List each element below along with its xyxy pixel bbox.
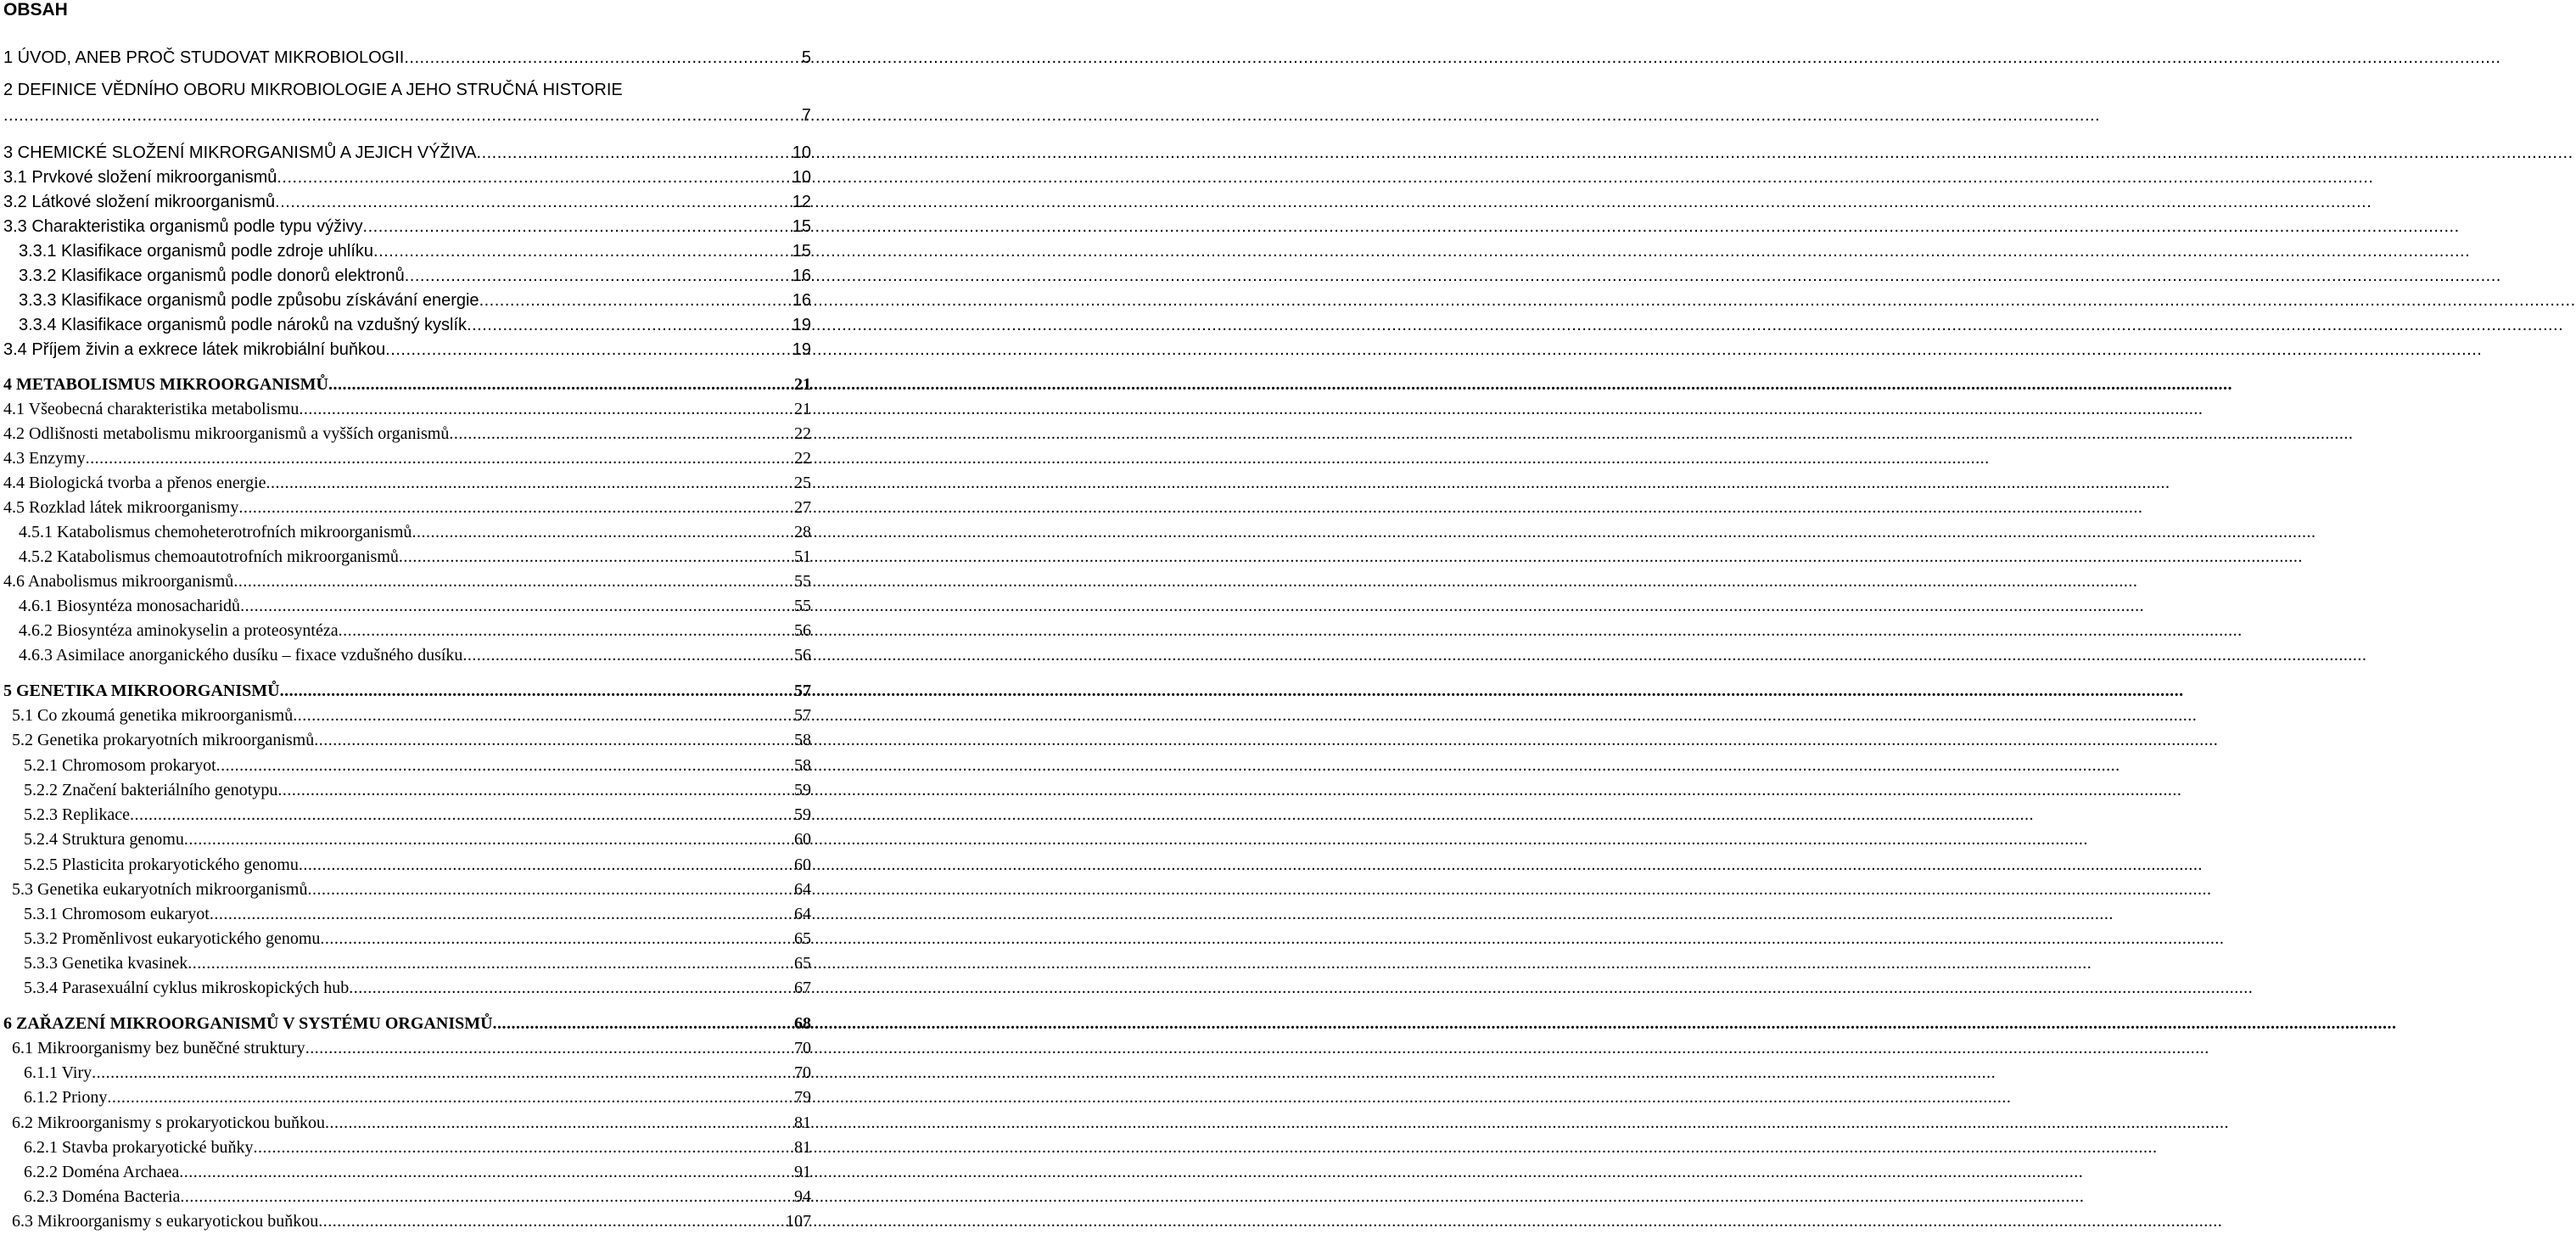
toc-entry-label: 5.2.3 Replikace	[24, 805, 130, 824]
toc-entry-label: 6 ZAŘAZENÍ MIKROORGANISMŮ V SYSTÉMU ORGANISMŮ	[3, 1014, 493, 1033]
toc-entry-page: 91	[794, 1163, 811, 1181]
toc-entry-label: 4.1 Všeobecná charakteristika metabolismu	[3, 400, 300, 418]
dot-leader	[299, 397, 793, 422]
toc-entry-page: 56	[794, 646, 811, 665]
dot-leader	[320, 927, 793, 951]
toc-entry-page: 64	[794, 905, 811, 923]
toc-entry-subsection[interactable]	[24, 853, 811, 878]
toc-entry-subsection[interactable]	[19, 619, 811, 643]
toc-entry-label: 4.5.2 Katabolismus chemoautotrofních mikroorganismů	[19, 547, 399, 566]
toc-entry-label: 5 GENETIKA MIKROORGANISMŮ	[3, 682, 280, 700]
dot-leader	[399, 545, 793, 569]
toc-entry-section[interactable]	[3, 446, 811, 471]
toc-entry-subsection[interactable]	[19, 643, 811, 668]
toc-title: OBSAH	[3, 0, 68, 20]
dot-leader	[280, 679, 793, 704]
toc-entry-subsection[interactable]	[24, 951, 811, 976]
toc-entry-label: 4.5 Rozklad látek mikroorganismy	[3, 498, 239, 517]
toc-entry-page: 7	[801, 106, 811, 125]
dot-leader	[3, 104, 801, 128]
dot-leader	[493, 1012, 793, 1036]
toc-entry-section[interactable]	[3, 471, 811, 496]
toc-entry-chapter-3[interactable]	[3, 141, 811, 165]
dot-leader	[449, 422, 793, 446]
toc-entry-label: 3.3 Charakteristika organismů podle typu výživy	[3, 217, 363, 236]
toc-entry-page: 21	[794, 375, 811, 394]
toc-entry-page: 5	[801, 48, 811, 67]
toc-entry-label: 4.6.2 Biosyntéza aminokyselin a proteosyntéza	[19, 621, 339, 640]
toc-entry-page: 12	[792, 193, 811, 211]
toc-entry-section[interactable]	[3, 338, 811, 362]
toc-entry-label: 5.3.2 Proměnlivost eukaryotického genomu	[24, 929, 321, 948]
toc-entry-label: 4.5.1 Katabolismus chemoheterotrofních mikroorganismů	[19, 523, 412, 541]
toc-entry-page: 10	[792, 168, 811, 187]
dot-leader	[405, 264, 792, 289]
toc-entry-section[interactable]	[3, 569, 811, 594]
dot-leader	[216, 754, 793, 778]
dot-leader	[363, 215, 792, 239]
toc-entry-subsection[interactable]	[19, 289, 811, 313]
dot-leader	[299, 853, 793, 878]
toc-entry-label: 6.1 Mikroorganismy bez buněčné struktury	[12, 1039, 305, 1057]
dot-leader	[339, 619, 793, 643]
dot-leader	[373, 239, 792, 264]
toc-entry-label: 3.4 Příjem živin a exkrece látek mikrobiální buňkou	[3, 340, 386, 359]
toc-entry-page: 57	[794, 682, 811, 700]
toc-entry-chapter-5[interactable]	[3, 679, 811, 704]
toc-entry-label: 5.3 Genetika eukaryotních mikroorganismů	[12, 880, 308, 899]
dot-leader	[412, 520, 793, 545]
toc-entry-page: 79	[794, 1088, 811, 1107]
toc-entry-label: 6.2.2 Doména Archaea	[24, 1163, 180, 1181]
toc-entry-page: 58	[794, 731, 811, 749]
dot-leader	[328, 373, 793, 397]
dot-leader	[188, 951, 793, 976]
toc-entry-label: 6.1.2 Priony	[24, 1088, 108, 1107]
dot-leader	[238, 496, 793, 520]
toc-entry-subsection[interactable]	[24, 976, 811, 1001]
toc-entry-page: 27	[794, 498, 811, 517]
toc-entry-subsection[interactable]	[24, 778, 811, 803]
toc-entry-page: 22	[794, 424, 811, 443]
toc-entry-subsection[interactable]	[24, 927, 811, 951]
toc-entry-page: 16	[792, 266, 811, 285]
toc-entry-subsection[interactable]	[19, 239, 811, 264]
dot-leader	[179, 1160, 793, 1185]
dot-leader	[477, 141, 792, 165]
toc-entry-section[interactable]	[12, 728, 811, 753]
dot-leader	[275, 190, 792, 215]
toc-entry-label: 5.2.5 Plasticita prokaryotického genomu	[24, 855, 299, 874]
toc-entry-subsection[interactable]	[19, 520, 811, 545]
toc-entry-subsection[interactable]	[19, 594, 811, 619]
toc-entry-page: 19	[792, 340, 811, 359]
toc-entry-label: 6.2 Mikroorganismy s prokaryotickou buňkou	[12, 1113, 326, 1132]
toc-entry-page: 15	[792, 242, 811, 261]
toc-entry-chapter-6[interactable]	[3, 1012, 811, 1036]
toc-entry-subsection[interactable]	[24, 1160, 811, 1185]
dot-leader	[305, 1036, 793, 1061]
toc-entry-label: 4.6 Anabolismus mikroorganismů	[3, 572, 234, 591]
toc-entry-page: 65	[794, 954, 811, 973]
toc-entry-page: 94	[794, 1187, 811, 1206]
toc-entry-label: 5.2.1 Chromosom prokaryot	[24, 756, 216, 775]
toc-entry-section[interactable]	[12, 1036, 811, 1061]
toc-entry-label: 5.2.4 Struktura genomu	[24, 830, 184, 849]
toc-entry-subsection[interactable]	[24, 1061, 811, 1085]
toc-entry-label: 4.4 Biologická tvorba a přenos energie	[3, 474, 266, 492]
toc-entry-label: 4.6.3 Asimilace anorganického dusíku – fixace vzdušného dusíku	[19, 646, 463, 665]
toc-entry-subsection[interactable]	[24, 1136, 811, 1160]
toc-entry-page: 16	[792, 291, 811, 310]
toc-entry-subsection[interactable]	[24, 754, 811, 778]
toc-entry-label: 5.3.4 Parasexuální cyklus mikroskopických hub	[24, 979, 350, 997]
toc-entry-subsection[interactable]	[24, 1185, 811, 1209]
toc-entry-subsection[interactable]	[24, 803, 811, 827]
toc-entry-section[interactable]	[3, 397, 811, 422]
toc-entry-page: 68	[794, 1014, 811, 1033]
toc-entry-page: 51	[794, 547, 811, 566]
toc-entry-label: 4.6.1 Biosyntéza monosacharidů	[19, 597, 241, 615]
toc-entry-label: 3 CHEMICKÉ SLOŽENÍ MIKRORGANISMŮ A JEJICH VÝŽIVA	[3, 143, 477, 162]
toc-entry-page: 59	[794, 805, 811, 824]
toc-entry-page: 15	[792, 217, 811, 236]
toc-entry-page: 28	[794, 523, 811, 541]
toc-entry-label: 3.3.2 Klasifikace organismů podle donorů elektronů	[19, 266, 405, 285]
dot-leader	[318, 1209, 785, 1234]
dot-leader	[254, 1136, 794, 1160]
toc-entry-label: 3.2 Látkové složení mikroorganismů	[3, 193, 276, 211]
toc-entry-label: 3.3.1 Klasifikace organismů podle zdroje uhlíku	[19, 242, 374, 261]
toc-entry-label: 6.1.1 Viry	[24, 1063, 92, 1082]
toc-entry-page: 64	[794, 880, 811, 899]
toc-entry-label: 5.3.3 Genetika kvasinek	[24, 954, 188, 973]
toc-entry-page: 58	[794, 756, 811, 775]
toc-entry-page: 60	[794, 855, 811, 874]
dot-leader	[130, 803, 793, 827]
dot-leader	[277, 778, 793, 803]
toc-entry-page: 22	[794, 449, 811, 468]
toc-entry-label: 6.3 Mikroorganismy s eukaryotickou buňkou	[12, 1212, 319, 1231]
dot-leader	[184, 827, 793, 852]
toc-entry-label: 6.2.1 Stavba prokaryotické buňky	[24, 1138, 254, 1157]
toc-entry-label: 5.2.2 Značení bakteriálního genotypu	[24, 781, 278, 799]
toc-entry-chapter-4[interactable]	[3, 373, 811, 397]
toc-entry-section[interactable]	[3, 190, 811, 215]
toc-entry-page: 59	[794, 781, 811, 799]
toc-entry-label: 5.3.1 Chromosom eukaryot	[24, 905, 210, 923]
toc-entry-page: 55	[794, 572, 811, 591]
toc-entry-page: 81	[794, 1113, 811, 1132]
toc-entry-subsection[interactable]	[24, 827, 811, 852]
toc-entry-page: 10	[792, 143, 811, 162]
toc-entry-page: 107	[786, 1212, 811, 1231]
toc-entry-subsection[interactable]	[24, 1085, 811, 1110]
toc-entry-label: 4.2 Odlišnosti metabolismu mikroorganismů a vyšších organismů	[3, 424, 450, 443]
dot-leader	[325, 1111, 793, 1136]
dot-leader	[314, 728, 793, 753]
dot-leader	[307, 878, 793, 902]
toc-entry-subsection[interactable]	[19, 545, 811, 569]
toc-entry-page: 56	[794, 621, 811, 640]
toc-entry-page: 70	[794, 1063, 811, 1082]
dot-leader	[404, 46, 801, 70]
toc-entry-label: 5.1 Co zkoumá genetika mikroorganismů	[12, 706, 294, 725]
dot-leader	[180, 1185, 793, 1209]
toc-entry-label: 2 DEFINICE VĚDNÍHO OBORU MIKROBIOLOGIE A JEHO STRUČNÁ HISTORIE	[3, 81, 623, 99]
toc-entry-page: 57	[794, 706, 811, 725]
toc-entry-label: 3.3.3 Klasifikace organismů podle způsobu získávání energie	[19, 291, 479, 310]
dot-leader	[240, 594, 793, 619]
toc-entry-page: 67	[794, 979, 811, 997]
toc-entry-section[interactable]	[12, 1209, 811, 1234]
dot-leader	[233, 569, 793, 594]
toc-entry-label: 5.2 Genetika prokaryotních mikroorganismů	[12, 731, 315, 749]
toc-entry-page: 55	[794, 597, 811, 615]
toc-entry-label: 3.1 Prvkové složení mikroorganismů	[3, 168, 277, 187]
toc-entry-page: 60	[794, 830, 811, 849]
toc-entry-page: 21	[794, 400, 811, 418]
toc-entry-page: 25	[794, 474, 811, 492]
toc-entry-section[interactable]	[12, 878, 811, 902]
toc-entry-subsection[interactable]	[24, 902, 811, 927]
toc-entry-page: 81	[794, 1138, 811, 1157]
toc-entry-section[interactable]	[3, 165, 811, 190]
toc-entry-chapter-2-heading[interactable]	[3, 77, 811, 103]
toc-entry-section[interactable]	[3, 496, 811, 520]
dot-leader	[92, 1061, 793, 1085]
toc-entry-chapter-1[interactable]	[3, 46, 811, 70]
toc-entry-chapter-2[interactable]	[3, 104, 811, 128]
toc-entry-subsection[interactable]	[19, 264, 811, 289]
toc-entry-section[interactable]	[3, 215, 811, 239]
dot-leader	[462, 643, 793, 668]
toc-entry-label: 4 METABOLISMUS MIKROORGANISMŮ	[3, 375, 328, 394]
dot-leader	[86, 446, 793, 471]
dot-leader	[349, 976, 793, 1001]
toc-entry-page: 70	[794, 1039, 811, 1057]
dot-leader	[467, 313, 792, 338]
dot-leader	[479, 289, 792, 313]
toc-entry-section[interactable]	[12, 1111, 811, 1136]
toc-entry-section[interactable]	[12, 704, 811, 728]
dot-leader	[107, 1085, 793, 1110]
dot-leader	[210, 902, 793, 927]
toc-entry-page: 65	[794, 929, 811, 948]
dot-leader	[385, 338, 792, 362]
toc-entry-page: 19	[792, 316, 811, 334]
dot-leader	[277, 165, 791, 190]
toc-entry-section[interactable]	[3, 422, 811, 446]
toc-entry-label: 4.3 Enzymy	[3, 449, 86, 468]
toc-entry-subsection[interactable]	[19, 313, 811, 338]
toc-entry-label: 1 ÚVOD, ANEB PROČ STUDOVAT MIKROBIOLOGII	[3, 48, 405, 67]
toc-entry-label: 3.3.4 Klasifikace organismů podle nároků na vzdušný kyslík	[19, 316, 468, 334]
toc-entry-label: 6.2.3 Doména Bacteria	[24, 1187, 181, 1206]
dot-leader	[266, 471, 793, 496]
dot-leader	[293, 704, 793, 728]
